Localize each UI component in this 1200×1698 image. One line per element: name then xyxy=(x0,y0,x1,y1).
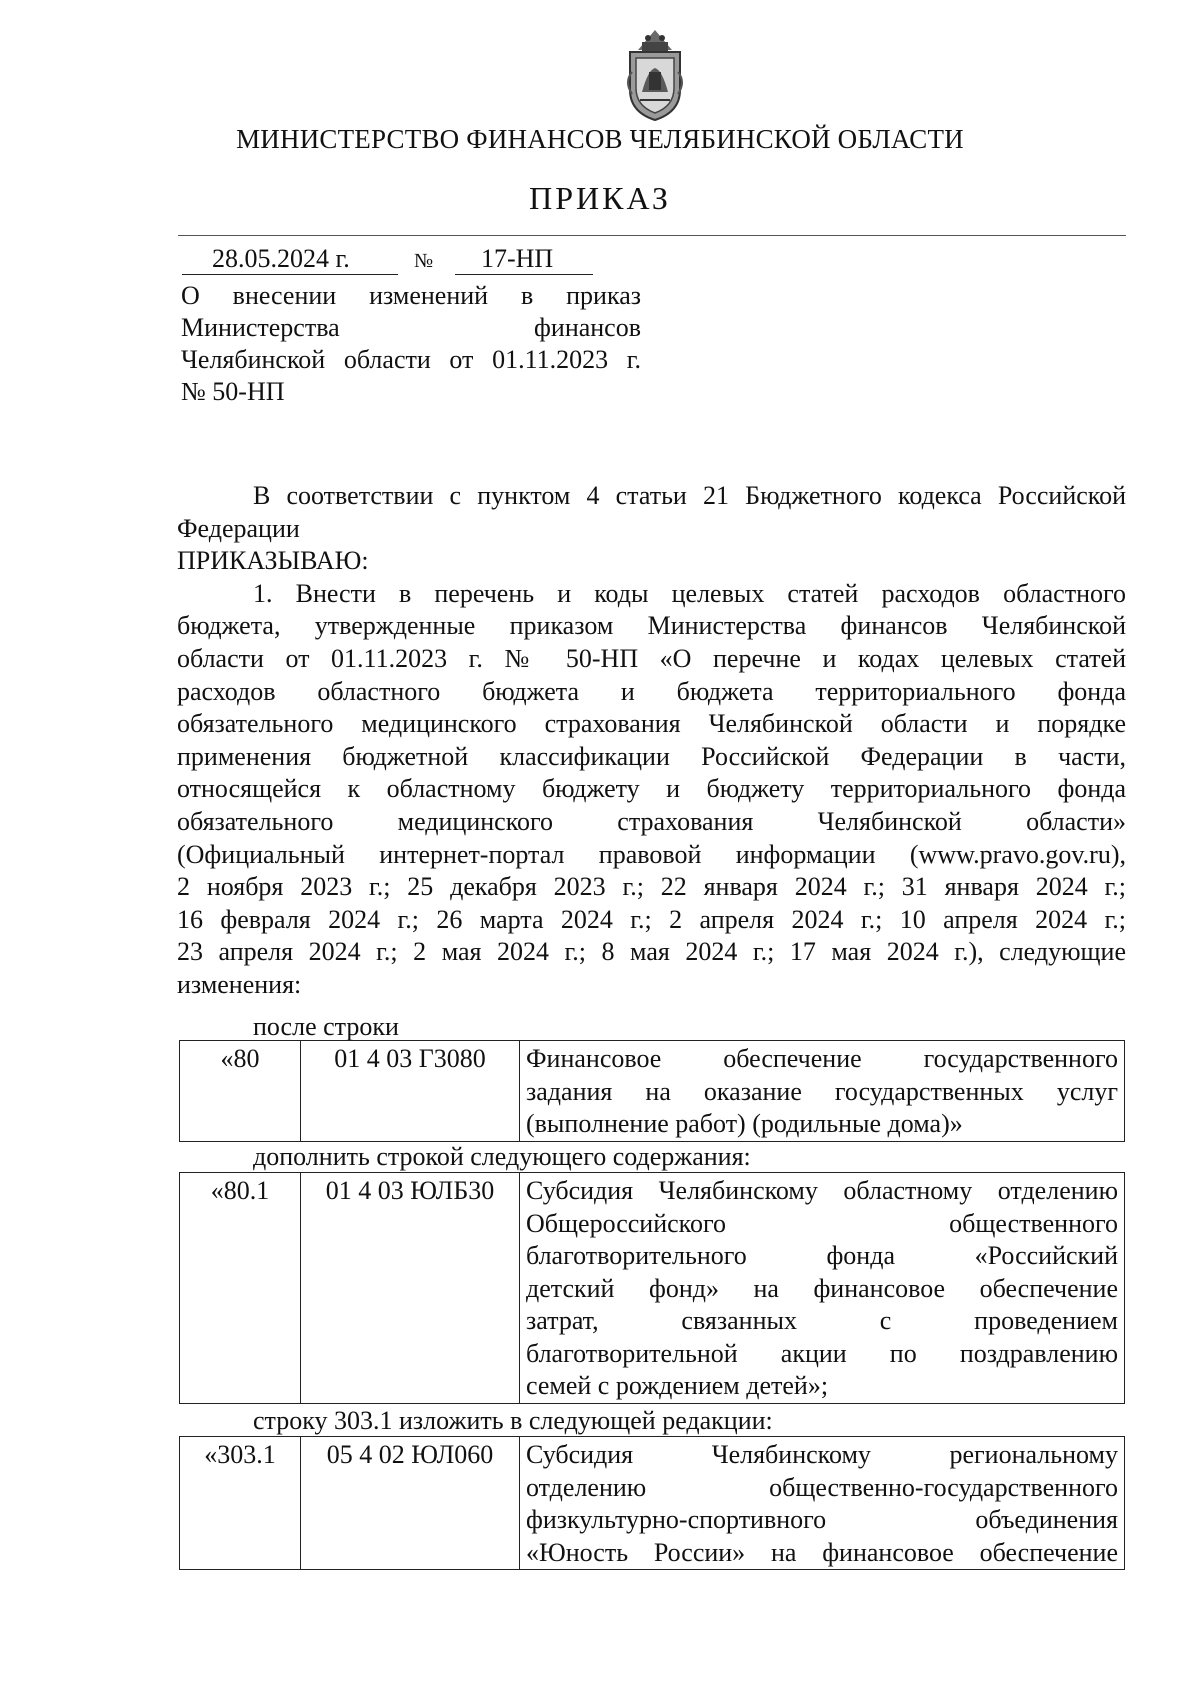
item-line: относящейся к областному бюджету и бюджету территориального фонда xyxy=(177,774,1126,804)
label-edit-row: строку 303.1 изложить в следующей редакции: xyxy=(253,1406,773,1435)
row-number: «303.1 xyxy=(180,1437,301,1570)
item-line: области от 01.11.2023 г. № 50-НП «О перечне и кодах целевых статей xyxy=(177,643,1126,673)
coat-of-arms-emblem xyxy=(618,22,692,122)
row-number: «80 xyxy=(180,1041,301,1142)
row-description xyxy=(520,1437,1125,1570)
table-row xyxy=(180,1437,1125,1570)
subject-line: О внесении изменений в приказ xyxy=(181,281,641,310)
number-sign: № xyxy=(414,250,434,272)
description-line: Субсидия Челябинскому региональному xyxy=(526,1440,1118,1469)
item-line: 2 ноября 2023 г.; 25 декабря 2023 г.; 22 января 2024 г.; 31 января 2024 г.; xyxy=(177,872,1126,902)
row-description xyxy=(520,1041,1125,1142)
header-divider xyxy=(178,235,1126,236)
item-line: бюджета, утвержденные приказом Министерства финансов Челябинской xyxy=(177,611,1126,641)
row-description xyxy=(520,1173,1125,1404)
order-subject xyxy=(181,280,641,408)
row-code: 01 4 03 ЮЛБ30 xyxy=(301,1173,520,1404)
table-row-303-1 xyxy=(179,1436,1125,1570)
order-word: ПРИКАЗЫВАЮ: xyxy=(177,546,369,576)
table-row-80 xyxy=(179,1040,1125,1142)
description-line: Финансовое обеспечение государственного xyxy=(526,1044,1118,1073)
table-row xyxy=(180,1173,1125,1404)
description-line: Субсидия Челябинскому областному отделению xyxy=(526,1176,1118,1205)
subject-line: № 50-НП xyxy=(181,377,285,406)
item-line: обязательного медицинского страхования Челябинской области» xyxy=(177,806,1126,836)
item-line: обязательного медицинского страхования Челябинской области и порядке xyxy=(177,709,1126,739)
subject-line: Челябинской области от 01.11.2023 г. xyxy=(181,345,641,374)
subject-line: Министерства финансов xyxy=(181,313,641,342)
row-code: 05 4 02 ЮЛ060 xyxy=(301,1437,520,1570)
description-line: затрат, связанных с проведением xyxy=(526,1306,1118,1335)
description-line: (выполнение работ) (родильные дома)» xyxy=(526,1109,963,1138)
description-line: «Юность России» на финансовое обеспечение xyxy=(526,1537,1118,1567)
item-line: (Официальный интернет-портал правовой информации (www.pravo.gov.ru), xyxy=(177,839,1126,869)
preamble-line: В соответствии с пунктом 4 статьи 21 Бюджетного кодекса Российской xyxy=(253,481,1126,510)
document-type-title: ПРИКАЗ xyxy=(529,180,671,216)
table-row-80-1 xyxy=(179,1172,1125,1404)
description-line: Общероссийского общественного xyxy=(526,1208,1118,1238)
ministry-name: МИНИСТЕРСТВО ФИНАНСОВ ЧЕЛЯБИНСКОЙ ОБЛАСТИ xyxy=(236,124,964,154)
order-date: 28.05.2024 г. xyxy=(182,244,398,275)
item-line: применения бюджетной классификации Российской Федерации в части, xyxy=(177,741,1126,771)
item-line: 1. Внести в перечень и коды целевых статей расходов областного xyxy=(253,578,1126,608)
label-add-row: дополнить строкой следующего содержания: xyxy=(253,1142,751,1171)
table-row xyxy=(180,1041,1125,1142)
description-line: благотворительного фонда «Российский xyxy=(526,1241,1118,1270)
preamble-line: Федерации xyxy=(177,513,300,543)
label-after-row: после строки xyxy=(253,1012,399,1041)
description-line: детский фонд» на финансовое обеспечение xyxy=(526,1273,1118,1303)
row-number: «80.1 xyxy=(180,1173,301,1404)
description-line: отделению общественно-государственного xyxy=(526,1472,1118,1502)
item-line: изменения: xyxy=(177,969,302,999)
description-line: задания на оказание государственных услуг xyxy=(526,1076,1118,1106)
item-line: расходов областного бюджета и бюджета территориального фонда xyxy=(177,676,1126,706)
row-code: 01 4 03 Г3080 xyxy=(301,1041,520,1142)
order-body xyxy=(177,480,1126,1002)
item-line: 16 февраля 2024 г.; 26 марта 2024 г.; 2 апреля 2024 г.; 10 апреля 2024 г.; xyxy=(177,904,1126,934)
description-line: семей с рождением детей»; xyxy=(526,1371,829,1400)
order-number: 17-НП xyxy=(455,244,593,275)
item-line: 23 апреля 2024 г.; 2 мая 2024 г.; 8 мая 2024 г.; 17 мая 2024 г.), следующие xyxy=(177,937,1126,967)
description-line: физкультурно-спортивного объединения xyxy=(526,1505,1118,1534)
description-line: благотворительной акции по поздравлению xyxy=(526,1338,1118,1368)
